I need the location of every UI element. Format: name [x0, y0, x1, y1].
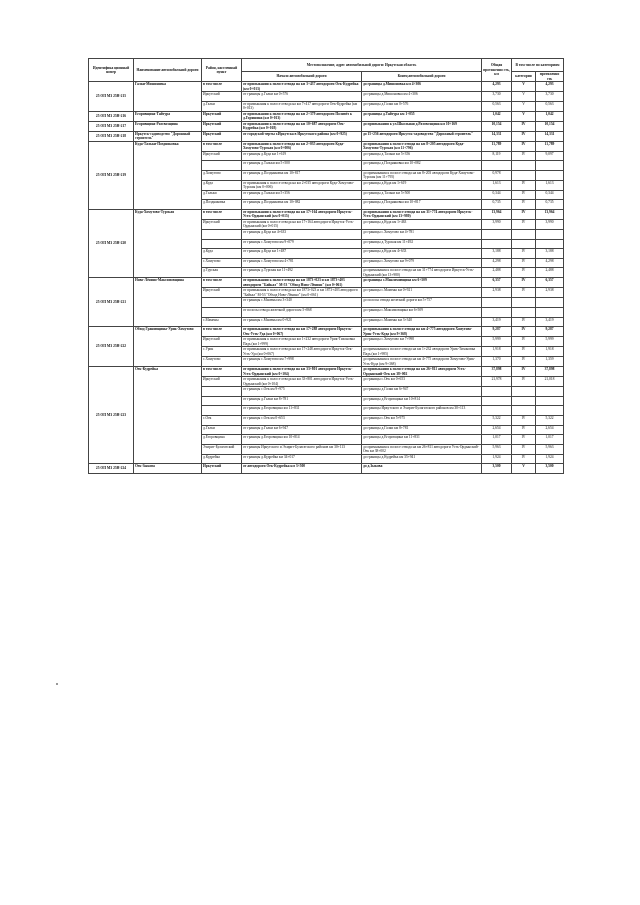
category-length-cell — [536, 229, 564, 239]
district-cell: Иркутский — [202, 131, 242, 141]
road-id: 25 ОП МЗ 25Н-218 — [89, 131, 134, 141]
category-cell: IV — [512, 288, 536, 298]
start-cell: от границы д.Турская км 11+492 — [242, 268, 362, 278]
category-cell: V — [512, 111, 536, 121]
header-length: Общая протяженно сть, км — [482, 59, 512, 82]
category-length-cell: 5,963 — [536, 444, 564, 454]
length-cell: 5,963 — [482, 444, 512, 454]
category-cell: IV — [512, 327, 536, 337]
length-cell: 9,287 — [482, 327, 512, 337]
category-cell — [512, 387, 536, 397]
end-cell: до границы с.Максимовщина км 6+509 — [362, 307, 482, 317]
road-name: Куда-Тальки-Поздняковка — [134, 141, 202, 209]
category-cell: IV — [512, 219, 536, 229]
end-cell: до границы с.Максимовщина км 6+509 — [362, 278, 482, 288]
category-length-cell: 3,500 — [536, 464, 564, 474]
category-cell: IV — [512, 278, 536, 288]
header-location: Местоположение, адрес автомобильной дороги: Иркутская область — [242, 59, 482, 72]
length-cell — [482, 161, 512, 171]
end-cell: до границы д.Галки км 6+947 — [362, 387, 482, 397]
category-length-cell — [536, 298, 564, 308]
start-cell: от примыкания к полосе отвода на км 17+288 автодороги Иркутск-Оек-Усть-Уда (км 0+067) — [242, 327, 362, 337]
category-length-cell: 11,789 — [536, 141, 564, 151]
length-cell: 0,735 — [482, 200, 512, 210]
start-cell: от примыкания к полосе отвода на км 1+232 автодороги Урик-Тихоновка Падь (км 1+999) — [242, 337, 362, 347]
length-cell: 37,898 — [482, 367, 512, 377]
end-cell: до примыкания к полосе отвода на км 26+811 автодороги Усть-Ордынский-Оек км 38+002 — [362, 367, 482, 377]
category-cell: IV — [512, 317, 536, 327]
category-cell: IV — [512, 454, 536, 464]
category-cell: IV — [512, 415, 536, 425]
end-cell: до границы Иркутского и Эхирит-Булагатского районов км 30+113 — [362, 406, 482, 416]
district-cell: Иркутский — [202, 219, 242, 229]
table-row — [89, 111, 564, 121]
district-cell: Иркутский — [202, 337, 242, 347]
length-cell: 1,017 — [482, 435, 512, 445]
category-cell: IV — [512, 268, 536, 278]
length-cell: 5,999 — [482, 337, 512, 347]
header-district: Район, населенный пункт — [202, 59, 242, 82]
end-cell: до границы д.Куда км 1+619 — [362, 180, 482, 190]
end-cell: до границы с.Мамены км 0+921 — [362, 288, 482, 298]
road-name: Егоровщина-Разсвозщина — [134, 121, 202, 131]
end-cell: до границы д.Куда км 4+633 — [362, 249, 482, 259]
start-cell: от границы с.Мамены км 3+340 — [242, 298, 362, 308]
end-cell: до границы д.Кудрейка км 35+941 — [362, 454, 482, 464]
district-cell: в том числе — [202, 209, 242, 219]
length-cell: 1,370 — [482, 357, 512, 367]
start-cell: от примыкания к полосе отвода на км 17+164 автодороги Иркутск-Усть-Ордынский (км 0+015) — [242, 219, 362, 229]
end-cell: до границы с.Оек км 5+975 — [362, 415, 482, 425]
category-cell: IV — [512, 337, 536, 347]
category-cell: IV — [512, 357, 536, 367]
district-cell: д.Хомутово — [202, 170, 242, 180]
start-cell: от границы с.Хомутово км 7+998 — [242, 357, 362, 367]
start-cell: от границы с.Хомутово км 4+781 — [242, 258, 362, 268]
district-cell: д.Поздняковка — [202, 200, 242, 210]
district-cell — [202, 239, 242, 249]
start-cell: от примыкания к полосе отвода на км 33+801 автодороги Иркутск-Усть-Ордынский (км 0+104) — [242, 367, 362, 377]
road-id: 25 ОП МЗ 25Н-222 — [89, 327, 134, 367]
category-length-cell: 3,419 — [536, 317, 564, 327]
road-id: 25 ОП МЗ 25Н-224 — [89, 464, 134, 474]
end-cell: до границы д.Тальки км 5+356 — [362, 151, 482, 161]
category-length-cell: 3,188 — [536, 249, 564, 259]
category-length-cell: 5,322 — [536, 415, 564, 425]
length-cell: 2,654 — [482, 425, 512, 435]
category-cell: IV — [512, 444, 536, 454]
end-cell: до границы с.Хомутово км 4+781 — [362, 229, 482, 239]
length-cell: 21,978 — [482, 377, 512, 387]
length-cell: 2,938 — [482, 288, 512, 298]
category-length-cell: 0,735 — [536, 200, 564, 210]
district-cell: Иркутский — [202, 377, 242, 387]
category-length-cell: 3,990 — [536, 219, 564, 229]
district-cell: Иркутский — [202, 121, 242, 131]
length-cell: 1,924 — [482, 454, 512, 464]
category-length-cell: 1,924 — [536, 454, 564, 464]
category-cell — [512, 170, 536, 180]
category-cell — [512, 406, 536, 416]
header-name: Наименование автомобильной дороги — [134, 59, 202, 82]
category-cell — [512, 298, 536, 308]
road-name: Оек-Зыкова — [134, 464, 202, 474]
length-cell — [482, 387, 512, 397]
category-length-cell: 1,918 — [536, 347, 564, 357]
end-cell: до границы д.Поздняковка км 10+817 — [362, 200, 482, 210]
start-cell: от границы д.Егоровщина км 11+831 — [242, 406, 362, 416]
length-cell: 3,188 — [482, 249, 512, 259]
road-name: Ново-Лёнино-Максимовщина — [134, 278, 202, 327]
road-name: Оек-Кудрейка — [134, 367, 202, 464]
category-cell: IV — [512, 141, 536, 151]
start-cell: от границы д.Куда км 4+633 — [242, 229, 362, 239]
start-cell: от границы д.Галки км 8+781 — [242, 396, 362, 406]
table-row — [89, 278, 564, 288]
start-cell: от городской черты г.Иркутска в Иркутского района (км 0+925) — [242, 131, 362, 141]
start-cell: от примыкания к полосе отвода на км 7+417 автодороги Оек-Кудрейка (км 0+013) — [242, 101, 362, 111]
length-cell: 0,344 — [482, 190, 512, 200]
category-cell: V — [512, 92, 536, 102]
roads-table — [88, 58, 564, 474]
category-length-cell: 1,042 — [536, 111, 564, 121]
length-cell: 0,563 — [482, 101, 512, 111]
start-cell: от границы с.Хомутово км 9+079 — [242, 239, 362, 249]
header-start: Начало автомобильной дороги — [242, 72, 362, 82]
district-cell: в том числе — [202, 278, 242, 288]
district-cell: с.Урик — [202, 347, 242, 357]
start-cell: от границы д.Галки км 0+576 — [242, 92, 362, 102]
category-cell: IV — [512, 367, 536, 377]
district-cell: Эхирит-Булагатский — [202, 444, 242, 454]
end-cell: до границы д.Галки км 8+781 — [362, 425, 482, 435]
district-cell: д.Турская — [202, 268, 242, 278]
end-cell: до полосы отвода железной дороги км 5+757 — [362, 298, 482, 308]
end-cell: до примыкания к полосе отвода на км 4+775 автодороги Хомутово-Урик-Усть-Куда (км 9+368) — [362, 327, 482, 337]
district-cell: с.Оек — [202, 415, 242, 425]
category-length-cell: 10,154 — [536, 121, 564, 131]
table-row — [89, 121, 564, 131]
category-cell: IV — [512, 190, 536, 200]
table-row — [89, 141, 564, 151]
start-cell: от примыкания к полосе отвода на км 17+248 автодороги Иркутск-Оек-Усть-Уда (км 0+067) — [242, 347, 362, 357]
start-cell: от примыкания к полосе отвода на км 2+035 автодороги Куда-Хомутово-Турская (км 0+006) — [242, 180, 362, 190]
category-cell: IV — [512, 151, 536, 161]
district-cell: в том числе — [202, 327, 242, 337]
district-cell — [202, 298, 242, 308]
start-cell: от границы д.Егоровщина км 10+814 — [242, 435, 362, 445]
scan-speck — [56, 683, 58, 685]
length-cell: 1,042 — [482, 111, 512, 121]
category-cell: IV — [512, 200, 536, 210]
start-cell: от границы д.Куда км 1+487 — [242, 249, 362, 259]
length-cell: 2,488 — [482, 268, 512, 278]
length-cell: 3,419 — [482, 317, 512, 327]
table-row — [89, 131, 564, 141]
category-cell: IV — [512, 180, 536, 190]
length-cell: 3,990 — [482, 219, 512, 229]
header-category: категория — [512, 72, 536, 82]
end-cell: до примыкания к полосе отвода на км 1+232 автодороги Урик-Тихоновка Падь (км 1+985) — [362, 347, 482, 357]
category-length-cell — [536, 170, 564, 180]
end-cell: до границы с.Оек км 0+653 — [362, 377, 482, 387]
end-cell: до примыкания к полосе отвода на км 4+775 автодороги Хомутово-Урик-Усть-Куда (км 9+368) — [362, 357, 482, 367]
table-row — [89, 327, 564, 337]
category-cell — [512, 307, 536, 317]
category-length-cell: 21,018 — [536, 377, 564, 387]
category-cell: IV — [512, 121, 536, 131]
end-cell: до д.Зыкова — [362, 464, 482, 474]
start-cell: от примыкания к полосе отвода на км 1873+023 и км 1873+403 автодороги "Байкал" М-53 "Обход Ново-Лёнино" (км 0+061) — [242, 288, 362, 298]
category-length-cell — [536, 387, 564, 397]
road-id: 25 ОП МЗ 25Н-220 — [89, 209, 134, 277]
category-length-cell: 2,938 — [536, 288, 564, 298]
category-length-cell: 0,563 — [536, 101, 564, 111]
document-sheet — [88, 58, 563, 474]
start-cell: от границы д.Поздняковка км 10+817 — [242, 170, 362, 180]
length-cell: 8,119 — [482, 151, 512, 161]
district-cell: Иркутский — [202, 111, 242, 121]
category-cell: IV — [512, 258, 536, 268]
end-cell: до границы д.Куда км 1+463 — [362, 219, 482, 229]
category-length-cell: 37,898 — [536, 367, 564, 377]
district-cell: д.Куда — [202, 249, 242, 259]
category-cell: IV — [512, 347, 536, 357]
length-cell — [482, 406, 512, 416]
category-length-cell: 4,293 — [536, 82, 564, 92]
district-cell — [202, 406, 242, 416]
end-cell: до примыкания к ул.Школьная д.Разсвозщина км 10+169 — [362, 121, 482, 131]
district-cell: с.Мамены — [202, 317, 242, 327]
length-cell — [482, 396, 512, 406]
start-cell: от границы с.Оек км 9+975 — [242, 387, 362, 397]
district-cell — [202, 387, 242, 397]
end-cell: до примыкания к полосе отвода на км 8+205 автодороги Куда-Хомутово-Турская (км 11+796) — [362, 141, 482, 151]
category-length-cell: 3,730 — [536, 92, 564, 102]
road-name: Обход Грановщины-Урик-Хомутово — [134, 327, 202, 367]
road-id: 25 ОП МЗ 25Н-221 — [89, 278, 134, 327]
start-cell: от примыкания к полосе отвода на км 10+687 автодороги Оек-Кудрейка (км 0+018) — [242, 121, 362, 131]
road-name: Егоровщина-Тайтура — [134, 111, 202, 121]
district-cell — [202, 161, 242, 171]
road-id: 25 ОП МЗ 25Н-215 — [89, 82, 134, 112]
category-cell: IV — [512, 249, 536, 259]
start-cell: от примыкания к полосе отвода на км 3+437 автодороги Оек-Кудрейка (км 0+013) — [242, 82, 362, 92]
length-cell: 3,500 — [482, 464, 512, 474]
district-cell: д.Кудрейка — [202, 454, 242, 464]
start-cell: от примыкания к полосе отвода на км 2+379 автодороги Поливёз к д.Горяшина (км 0+013) — [242, 111, 362, 121]
road-id: 25 ОП МЗ 25Н-219 — [89, 141, 134, 209]
start-cell: от полосы отвода железной дороги км 5+868 — [242, 307, 362, 317]
end-cell: до примыкания к полосе отвода на км 26+811 автодороги Усть-Ордынский-Оек км 38+002 — [362, 444, 482, 454]
district-cell: д.Куда — [202, 180, 242, 190]
end-cell: до границы д.Тайтура км 1+055 — [362, 111, 482, 121]
length-cell: 4,298 — [482, 258, 512, 268]
start-cell: от границы д.Галки км 6+947 — [242, 425, 362, 435]
start-cell: от примыкания к полосе отвода на км 33+801 автодороги Иркутск-Усть-Ордынский (км 0+104) — [242, 377, 362, 387]
length-cell — [482, 239, 512, 249]
end-cell: до границы д.Мишоновка км 4+306 — [362, 92, 482, 102]
header-id: Идентифика ционный номер — [89, 59, 134, 82]
start-cell: от границы с.Оек км 0+653 — [242, 415, 362, 425]
end-cell: до примыкания к полосе отвода на км 31+774 автодороги Иркутск-Усть-Ордынский (км 13+980) — [362, 268, 482, 278]
end-cell: до границы д.Турская км 11+492 — [362, 239, 482, 249]
end-cell: до границы д.Мишоновка км 4+306 — [362, 82, 482, 92]
table-row — [89, 82, 564, 92]
start-cell: от примыкания к полосе отвода на км 1873+023 и км 1873+403 автодороги "Байкал" М-53 "Обход Ново-Лёнино" (км 0+061) — [242, 278, 362, 288]
district-cell: д.Егоровщина — [202, 435, 242, 445]
district-cell — [202, 396, 242, 406]
header-end: Конец автомобильной дороги — [362, 72, 482, 82]
end-cell: до 15+256 автодороги Иркутск-садоводство "Дорожный строитель" — [362, 131, 482, 141]
start-cell: от примыкания к полосе отвода на км 17+164 автодороги Иркутск-Усть-Ордынский (км 0+015) — [242, 209, 362, 219]
road-name: Галки-Мишоновка — [134, 82, 202, 112]
category-cell: IV — [512, 435, 536, 445]
length-cell: 11,789 — [482, 141, 512, 151]
length-cell: 1,613 — [482, 180, 512, 190]
length-cell: 3,730 — [482, 92, 512, 102]
category-length-cell: 4,298 — [536, 258, 564, 268]
category-length-cell — [536, 161, 564, 171]
category-length-cell: 13,964 — [536, 209, 564, 219]
end-cell: до примыкания к полосе отвода на км 31+774 автодороги Иркутск-Усть-Ордынский (км 13+980) — [362, 209, 482, 219]
district-cell: с.Хомутово — [202, 258, 242, 268]
category-cell: IV — [512, 209, 536, 219]
road-id: 25 ОП МЗ 25Н-223 — [89, 367, 134, 464]
category-length-cell: 1,017 — [536, 435, 564, 445]
category-cell — [512, 239, 536, 249]
table-row — [89, 367, 564, 377]
category-length-cell — [536, 307, 564, 317]
start-cell: от границы д.Тальки км 5+356 — [242, 190, 362, 200]
district-cell: Иркутский — [202, 151, 242, 161]
end-cell: до границы с.Мамены км 3+340 — [362, 317, 482, 327]
category-cell: V — [512, 464, 536, 474]
category-cell — [512, 161, 536, 171]
end-cell: до примыкания к полосе отвода на км 8+203 автодороги Куда-Хомутово-Турская (км 11+795) — [362, 170, 482, 180]
category-cell: V — [512, 82, 536, 92]
length-cell: 6,357 — [482, 278, 512, 288]
end-cell: до границы д.Галки км 0+576 — [362, 101, 482, 111]
road-id: 25 ОП МЗ 25Н-216 — [89, 111, 134, 121]
district-cell: с.Хомутово — [202, 357, 242, 367]
category-length-cell: 1,613 — [536, 180, 564, 190]
category-length-cell — [536, 396, 564, 406]
category-length-cell — [536, 239, 564, 249]
end-cell: до границы д.Тальки км 5+500 — [362, 190, 482, 200]
category-length-cell: 9,287 — [536, 327, 564, 337]
district-cell: д.Галки — [202, 101, 242, 111]
category-length-cell: 0,344 — [536, 190, 564, 200]
header-incl: В том числе по категориям — [512, 59, 564, 72]
road-name: Куда-Хомутово-Турская — [134, 209, 202, 277]
category-cell — [512, 229, 536, 239]
category-length-cell: 2,654 — [536, 425, 564, 435]
start-cell: от границы д.Кудрейка км 34+017 — [242, 454, 362, 464]
length-cell: 14,331 — [482, 131, 512, 141]
table-row — [89, 464, 564, 474]
length-cell: 0,978 — [482, 170, 512, 180]
length-cell: 4,293 — [482, 82, 512, 92]
start-cell: от границы д.Тальки км 5+500 — [242, 161, 362, 171]
category-cell: V — [512, 101, 536, 111]
length-cell: 13,964 — [482, 209, 512, 219]
start-cell: от примыкания к полосе отвода на км 2+035 автодороги Куда-Хомутово-Турская (км 0+006) — [242, 141, 362, 151]
road-id: 25 ОП МЗ 25Н-217 — [89, 121, 134, 131]
category-length-cell: 6,357 — [536, 278, 564, 288]
category-length-cell: 9,097 — [536, 151, 564, 161]
length-cell — [482, 307, 512, 317]
category-length-cell: 2,488 — [536, 268, 564, 278]
district-cell: д.Тальки — [202, 190, 242, 200]
district-cell: в том числе — [202, 82, 242, 92]
start-cell: от границы Иркутского и Эхирит-Булагатского районов км 30+113 — [242, 444, 362, 454]
district-cell: Иркутский — [202, 288, 242, 298]
category-length-cell: 5,999 — [536, 337, 564, 347]
length-cell — [482, 298, 512, 308]
category-cell: IV — [512, 131, 536, 141]
start-cell: от границы д.Куда км 1+619 — [242, 151, 362, 161]
end-cell: до границы с.Хомутово км 9+079 — [362, 258, 482, 268]
start-cell: от границы с.Мамены км 0+921 — [242, 317, 362, 327]
category-length-cell: 1,359 — [536, 357, 564, 367]
table-row — [89, 209, 564, 219]
start-cell: от автодороги Оек-Кудрейка км 3+500 — [242, 464, 362, 474]
length-cell: 5,322 — [482, 415, 512, 425]
district-cell — [202, 307, 242, 317]
district-cell: Иркутский — [202, 464, 242, 474]
length-cell: 10,154 — [482, 121, 512, 131]
category-cell: IV — [512, 425, 536, 435]
length-cell — [482, 229, 512, 239]
category-length-cell — [536, 406, 564, 416]
category-cell: IV — [512, 377, 536, 387]
end-cell: до границы д.Поздняковка км 10+082 — [362, 161, 482, 171]
length-cell: 1,918 — [482, 347, 512, 357]
category-length-cell: 14,331 — [536, 131, 564, 141]
end-cell: до границы д.Егоровщина км 10+814 — [362, 396, 482, 406]
end-cell: до границы с.Хомутово км 7+998 — [362, 337, 482, 347]
district-cell — [202, 229, 242, 239]
district-cell: д.Галки — [202, 425, 242, 435]
category-cell — [512, 396, 536, 406]
district-cell: в том числе — [202, 141, 242, 151]
road-name: Иркутск-садоводство "Дорожный строитель" — [134, 131, 202, 141]
district-cell: Иркутский — [202, 92, 242, 102]
district-cell: в том числе — [202, 367, 242, 377]
roads-body — [89, 82, 564, 474]
start-cell: от границы д.Поздняковка км 10+082 — [242, 200, 362, 210]
header-category-length: протяженно сть — [536, 72, 564, 82]
end-cell: до границы д.Егоровщина км 11+831 — [362, 435, 482, 445]
